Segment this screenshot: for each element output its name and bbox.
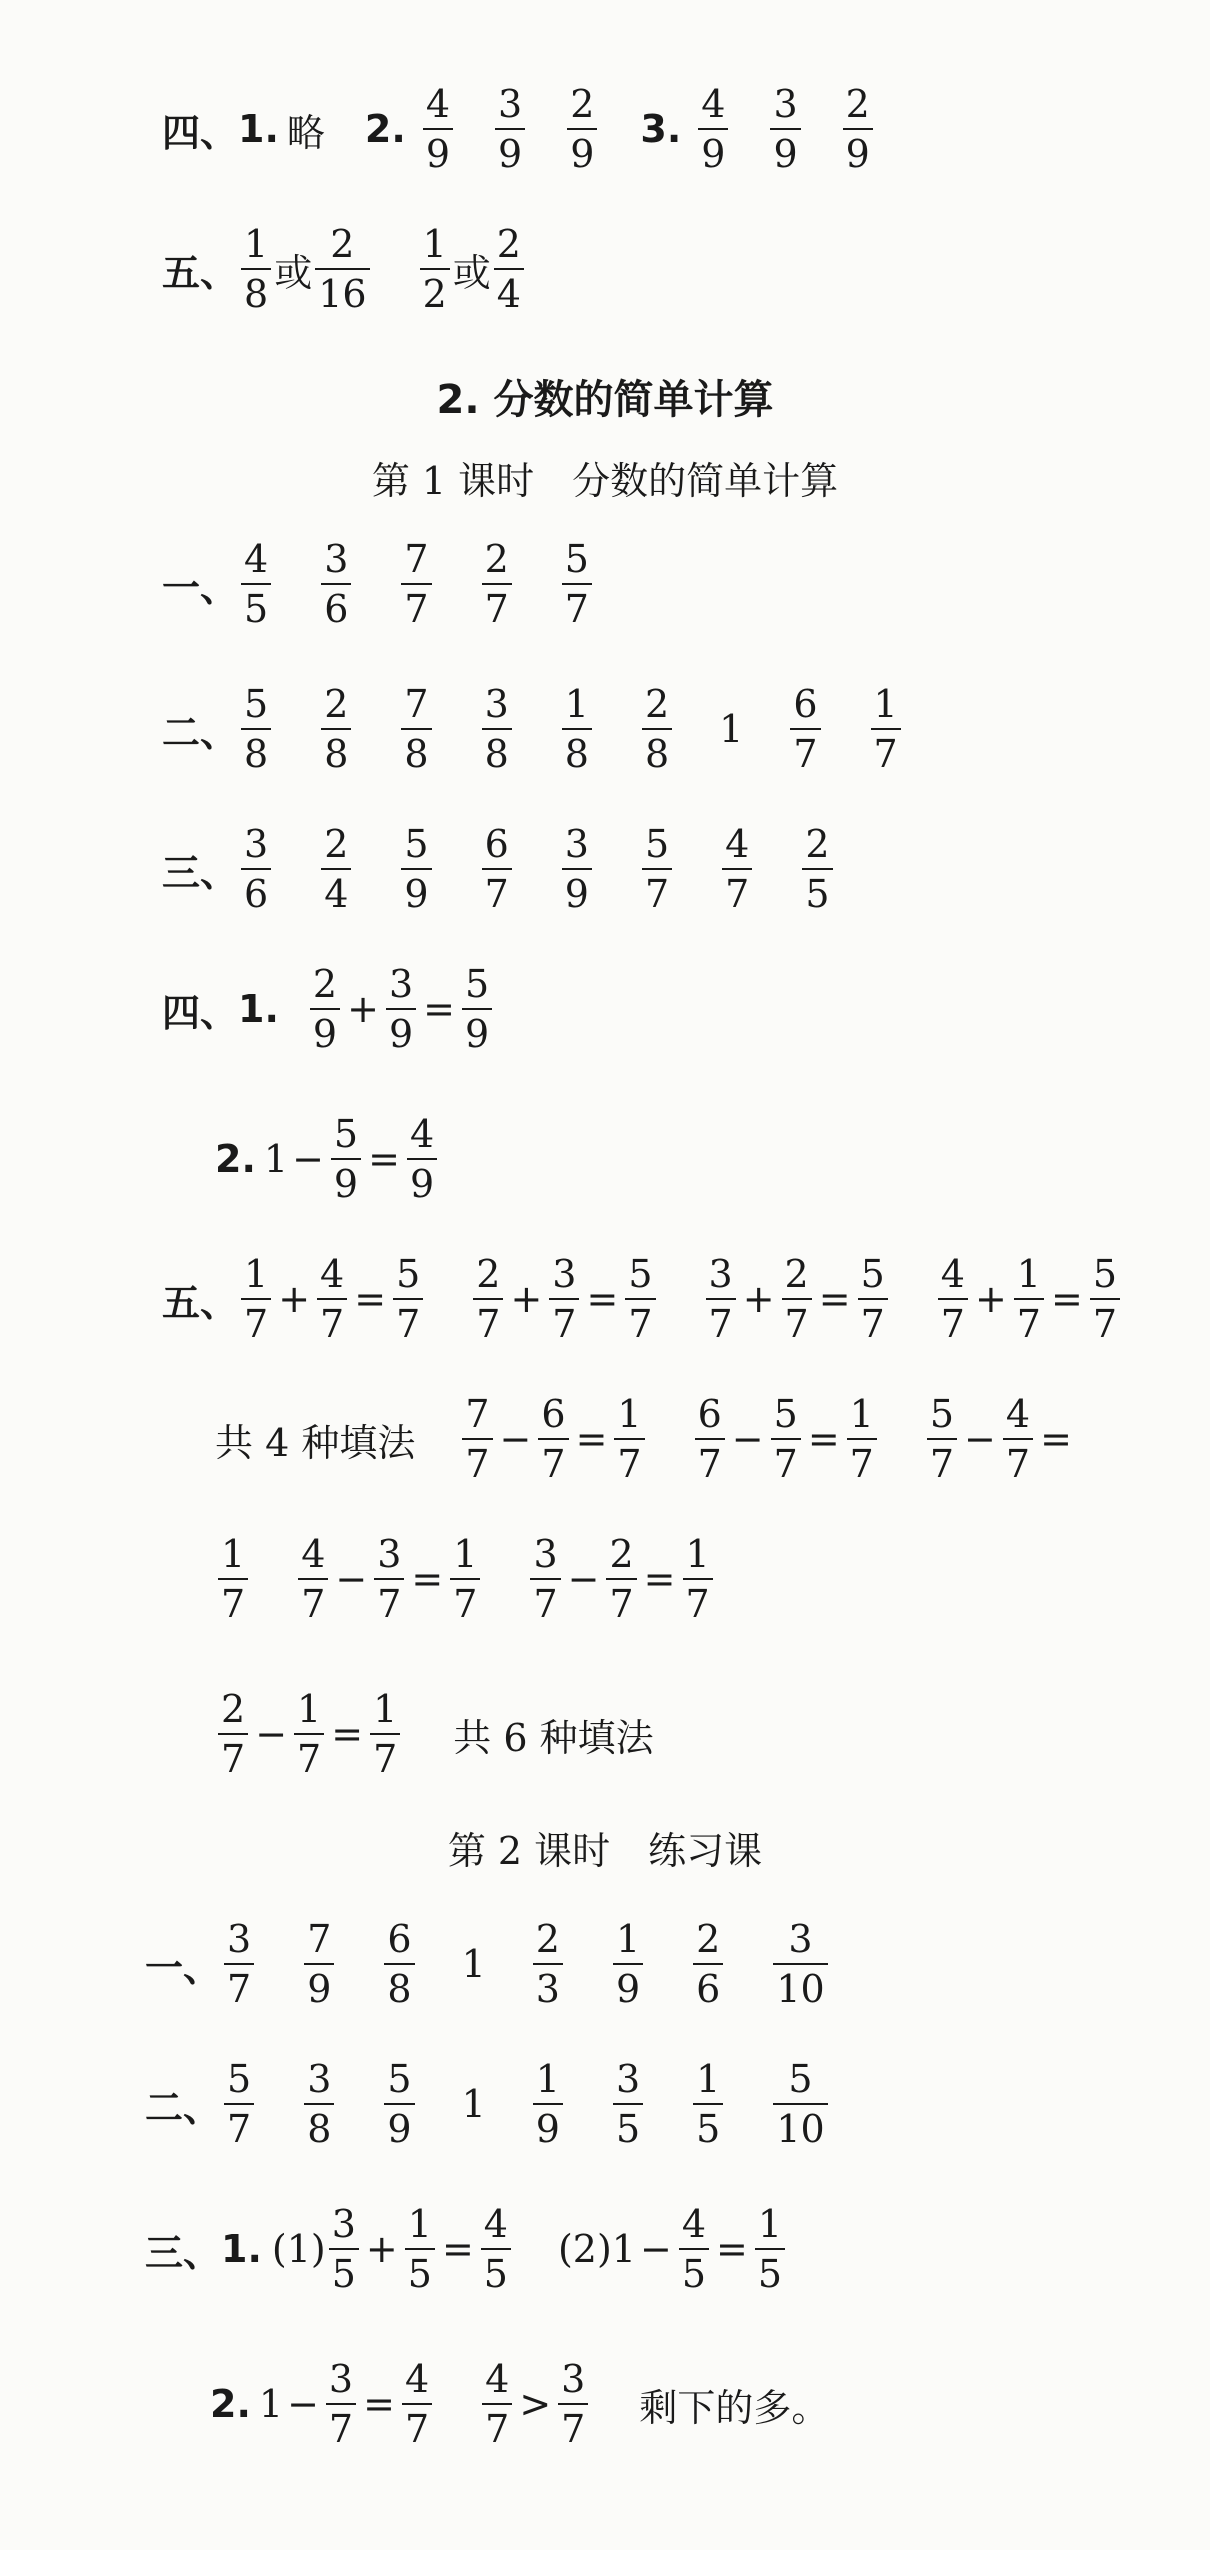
whole-number: 1 — [719, 707, 744, 751]
section-label: 一、 — [162, 565, 239, 610]
fraction: $\frac{5}{7}$ — [562, 540, 592, 628]
fraction: $\frac{1}{5}$ — [405, 2205, 435, 2293]
answer-line-1-lesson2 — [145, 1917, 831, 2011]
plus-sign: + — [974, 1277, 1007, 1321]
minus-sign: − — [499, 1417, 532, 1461]
item-number: 2. — [364, 107, 406, 151]
section-label: 二、 — [162, 710, 239, 755]
minus-sign: − — [731, 1417, 764, 1461]
fraction: $\frac{6}{8}$ — [384, 1920, 414, 2008]
plus-sign: + — [347, 987, 379, 1031]
equals-sign: = — [411, 1557, 444, 1601]
fraction: $\frac{4}{9}$ — [698, 85, 728, 173]
fraction: $\frac{2}{7}$ — [473, 1255, 503, 1343]
whole-number: 1 — [461, 1942, 486, 1986]
greater-than-sign: > — [519, 2382, 552, 2426]
fraction: $\frac{6}{7}$ — [482, 825, 512, 913]
answer-line-4-1-equation — [162, 962, 495, 1056]
fraction: $\frac{5}{9}$ — [331, 1115, 361, 1203]
fraction: $\frac{3}{8}$ — [304, 2060, 334, 2148]
fraction: $\frac{3}{7}$ — [374, 1535, 404, 1623]
fraction: $\frac{1}{5}$ — [693, 2060, 723, 2148]
equals-sign: = — [818, 1277, 851, 1321]
lesson-title: 第 2 课时 练习课 — [447, 1829, 763, 1873]
fraction: $\frac{7}{9}$ — [304, 1920, 334, 2008]
fraction: $\frac{5}{7}$ — [642, 825, 672, 913]
fraction: $\frac{5}{7}$ — [771, 1395, 801, 1483]
fraction: $\frac{1}{7}$ — [683, 1535, 713, 1623]
fraction: $\frac{3}{9}$ — [386, 965, 416, 1053]
equals-sign: = — [575, 1417, 608, 1461]
fraction: $\frac{7}{7}$ — [462, 1395, 492, 1483]
answer-line-3-2-lesson2 — [210, 2357, 830, 2451]
fraction: $\frac{3}{5}$ — [613, 2060, 643, 2148]
fraction: $\frac{2}{4}$ — [494, 225, 524, 313]
fraction: $\frac{2}{7}$ — [482, 540, 512, 628]
minus-sign: − — [287, 2382, 319, 2426]
fraction: $\frac{5}{7}$ — [393, 1255, 423, 1343]
fraction: $\frac{2}{5}$ — [802, 825, 832, 913]
fraction: $\frac{5}{7}$ — [1090, 1255, 1120, 1343]
minus-sign: − — [964, 1417, 996, 1461]
fraction: $\frac{4}{7}$ — [722, 825, 752, 913]
conclusion-text: 剩下的多。 — [639, 2385, 830, 2430]
answer-line-2-lesson2 — [145, 2057, 831, 2151]
count-text: 共 4 种填法 — [215, 1420, 416, 1465]
fraction: $\frac{1}{7}$ — [871, 685, 901, 773]
fraction: $\frac{3}{6}$ — [241, 825, 271, 913]
plus-sign: + — [742, 1277, 775, 1321]
or-text: 或 — [452, 250, 491, 295]
or-text: 或 — [274, 250, 313, 295]
answer-line-1 — [162, 537, 595, 631]
fraction: $\frac{4}{5}$ — [481, 2205, 511, 2293]
item-number: 1. — [238, 987, 279, 1031]
whole-number: 1 — [258, 2382, 284, 2426]
fraction: $\frac{1}{9}$ — [613, 1920, 643, 2008]
fraction: $\frac{2}{8}$ — [642, 685, 672, 773]
fraction: $\frac{3}{9}$ — [562, 825, 592, 913]
fraction: $\frac{1}{8}$ — [562, 685, 592, 773]
minus-sign: − — [255, 1712, 288, 1756]
fraction: $\frac{4}{7}$ — [298, 1535, 328, 1623]
fraction: $\frac{3}{5}$ — [329, 2205, 359, 2293]
fraction: $\frac{4}{7}$ — [938, 1255, 968, 1343]
item-number: 2. — [215, 1137, 256, 1181]
plus-sign: + — [510, 1277, 543, 1321]
fraction: $\frac{3}{7}$ — [224, 1920, 254, 2008]
equals-sign: = — [1050, 1277, 1083, 1321]
fraction: $\frac{5}{8}$ — [241, 685, 271, 773]
answer-line-4-2-equation — [215, 1112, 440, 1206]
fraction: $\frac{7}{8}$ — [401, 685, 431, 773]
fraction: $\frac{1}{7}$ — [370, 1690, 400, 1778]
answer-line-3-1-lesson2 — [145, 2202, 788, 2296]
plus-sign: + — [365, 2227, 398, 2271]
section-label: 四、 — [162, 110, 239, 155]
equals-sign: = — [363, 2382, 395, 2426]
fraction: $\frac{1}{7}$ — [847, 1395, 877, 1483]
fraction: $\frac{4}{9}$ — [423, 85, 453, 173]
equals-sign: = — [441, 2227, 474, 2271]
fraction: $\frac{4}{5}$ — [679, 2205, 709, 2293]
fraction: $\frac{2}{7}$ — [218, 1690, 248, 1778]
fraction: $\frac{1}{9}$ — [533, 2060, 563, 2148]
fraction: $\frac{3}{9}$ — [770, 85, 800, 173]
fraction: $\frac{4}{5}$ — [241, 540, 271, 628]
fraction: $\frac{3}{8}$ — [482, 685, 512, 773]
fraction: $\frac{1}{2}$ — [420, 225, 450, 313]
section-label: 四、 — [162, 990, 239, 1035]
fraction: $\frac{6}{7}$ — [790, 685, 820, 773]
answer-line-5-equations — [162, 1252, 1123, 1346]
whole-number: 1 — [263, 1137, 289, 1181]
fraction: $\frac{5}{7}$ — [927, 1395, 957, 1483]
fraction: $\frac{2}{4}$ — [321, 825, 351, 913]
fraction: $\frac{3}{7}$ — [549, 1255, 579, 1343]
fraction: $\frac{2}{6}$ — [693, 1920, 723, 2008]
equals-sign: = — [1040, 1417, 1072, 1461]
equals-sign: = — [807, 1417, 840, 1461]
fraction: $\frac{1}{8}$ — [241, 225, 271, 313]
answer-line-2 — [162, 682, 904, 776]
fraction: $\frac{2}{9}$ — [310, 965, 340, 1053]
fraction: $\frac{1}{7}$ — [218, 1535, 248, 1623]
answer-line-5-fill-methods — [215, 1392, 1076, 1486]
fraction: $\frac{2}{3}$ — [533, 1920, 563, 2008]
plus-sign: + — [278, 1277, 311, 1321]
fraction: $\frac{4}{7}$ — [482, 2360, 512, 2448]
equals-sign: = — [331, 1712, 364, 1756]
item-number: 3. — [640, 107, 682, 151]
minus-sign: − — [567, 1557, 600, 1601]
minus-sign: − — [335, 1557, 368, 1601]
section-label: 三、 — [162, 850, 239, 895]
minus-sign: − — [640, 2227, 672, 2271]
fraction: $\frac{3}{7}$ — [326, 2360, 356, 2448]
fraction: $\frac{5}{9}$ — [401, 825, 431, 913]
equals-sign: = — [354, 1277, 387, 1321]
fraction: $\frac{6}{7}$ — [695, 1395, 725, 1483]
answer-text: 略 — [286, 110, 325, 155]
lesson-title: 第 1 课时 分数的简单计算 — [371, 459, 839, 503]
fraction: $\frac{1}{7}$ — [450, 1535, 480, 1623]
fraction: $\frac{4}{7}$ — [402, 2360, 432, 2448]
fraction: $\frac{1}{7}$ — [294, 1690, 324, 1778]
section-title: 2. 分数的简单计算 — [436, 377, 774, 423]
fraction: $\frac{2}{7}$ — [782, 1255, 812, 1343]
item-number: 1. — [221, 2227, 262, 2271]
count-text: 共 6 种填法 — [453, 1715, 654, 1760]
fraction: $\frac{3}{6}$ — [321, 540, 351, 628]
answer-line-4-1 — [162, 82, 876, 176]
fraction: $\frac{1}{7}$ — [1014, 1255, 1044, 1343]
fraction: $\frac{3}{9}$ — [495, 85, 525, 173]
answer-line-3 — [162, 822, 836, 916]
fraction: $\frac{5}{10}$ — [773, 2060, 827, 2148]
minus-sign: − — [292, 1137, 324, 1181]
fraction: $\frac{4}{9}$ — [407, 1115, 437, 1203]
fraction: $\frac{5}{9}$ — [462, 965, 492, 1053]
section-label: 五、 — [162, 250, 239, 295]
fraction: $\frac{3}{7}$ — [530, 1535, 560, 1623]
fraction: $\frac{4}{7}$ — [317, 1255, 347, 1343]
fraction: $\frac{3}{7}$ — [706, 1255, 736, 1343]
fraction: $\frac{2}{8}$ — [321, 685, 351, 773]
answer-line-5-final — [215, 1687, 654, 1781]
fraction: $\frac{5}{9}$ — [384, 2060, 414, 2148]
equals-sign: = — [368, 1137, 400, 1181]
fraction: $\frac{5}{7}$ — [224, 2060, 254, 2148]
sub-item-label: (2)1 — [557, 2227, 636, 2271]
fraction: $\frac{4}{7}$ — [1003, 1395, 1033, 1483]
sub-item-label: (1) — [271, 2227, 326, 2271]
section-label: 五、 — [162, 1280, 239, 1325]
fraction: $\frac{3}{7}$ — [558, 2360, 588, 2448]
equals-sign: = — [643, 1557, 676, 1601]
fraction: $\frac{3}{10}$ — [773, 1920, 827, 2008]
item-number: 1. — [238, 107, 279, 151]
equals-sign: = — [423, 987, 455, 1031]
fraction: $\frac{2}{9}$ — [567, 85, 597, 173]
fraction: $\frac{1}{7}$ — [241, 1255, 271, 1343]
item-number: 2. — [210, 2382, 251, 2426]
equals-sign: = — [586, 1277, 619, 1321]
fraction: $\frac{7}{7}$ — [401, 540, 431, 628]
fraction: $\frac{1}{7}$ — [614, 1395, 644, 1483]
fraction: $\frac{1}{5}$ — [755, 2205, 785, 2293]
fraction: $\frac{2}{7}$ — [606, 1535, 636, 1623]
section-label: 二、 — [145, 2085, 222, 2130]
section-label: 三、 — [145, 2230, 222, 2275]
fraction: $\frac{5}{7}$ — [858, 1255, 888, 1343]
fraction: $\frac{6}{7}$ — [538, 1395, 568, 1483]
answer-line-5 — [162, 222, 527, 316]
section-label: 一、 — [145, 1945, 222, 1990]
answer-line-5-continued — [215, 1532, 716, 1626]
fraction: $\frac{5}{7}$ — [625, 1255, 655, 1343]
fraction: $\frac{2}{9}$ — [843, 85, 873, 173]
fraction: $\frac{2}{16}$ — [315, 225, 369, 313]
whole-number: 1 — [461, 2082, 486, 2126]
equals-sign: = — [716, 2227, 748, 2271]
